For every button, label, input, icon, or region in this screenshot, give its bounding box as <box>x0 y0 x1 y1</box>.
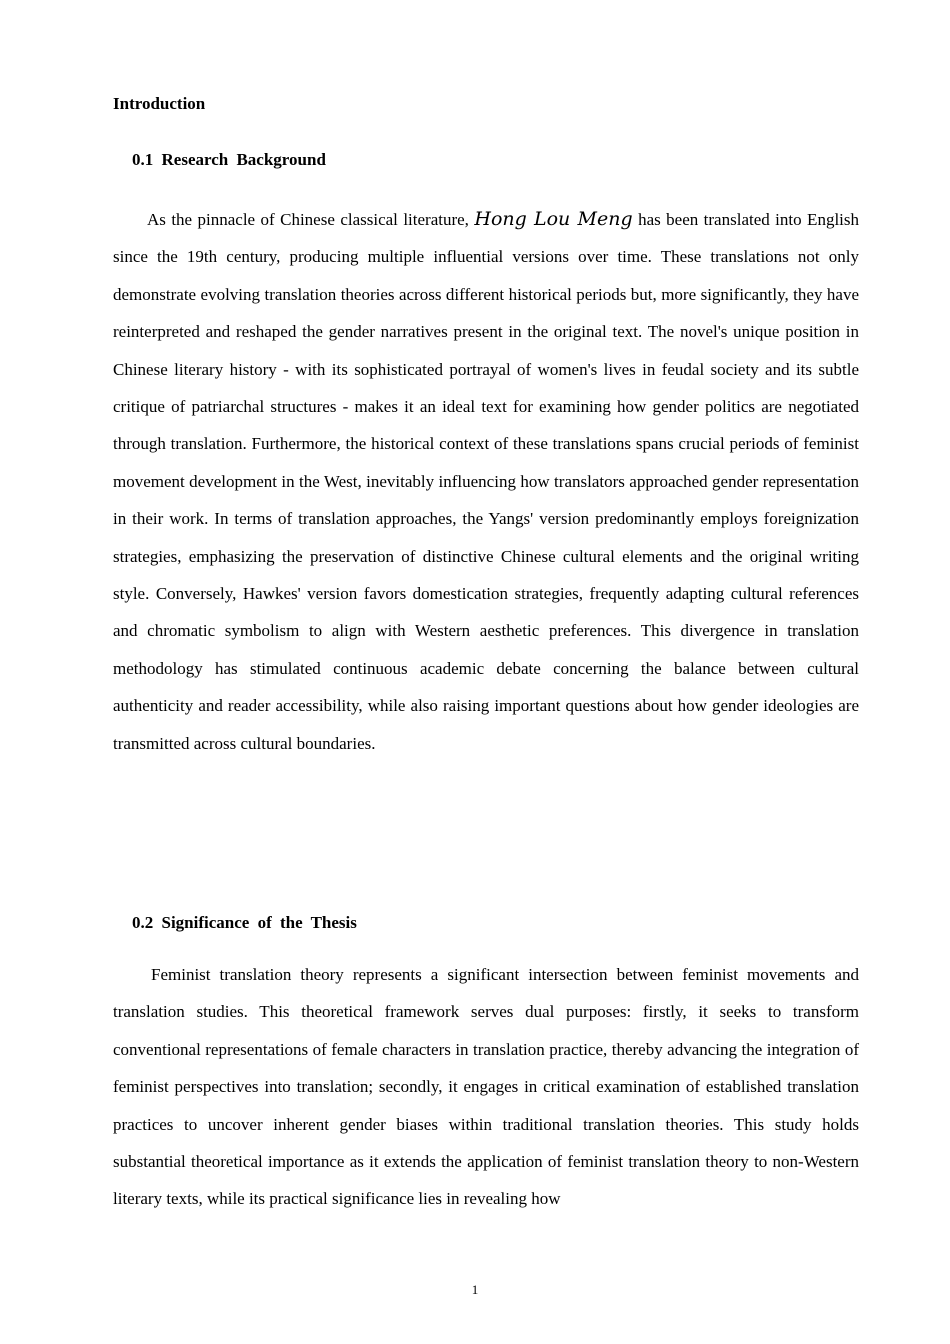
research-background-paragraph <box>113 201 859 762</box>
main-heading: Introduction <box>113 94 206 113</box>
paragraph-text-before-title: As the pinnacle of Chinese classical literature, <box>147 210 469 229</box>
section-heading-research-background: 0.1 Research Background <box>132 150 326 169</box>
significance-paragraph: Feminist translation theory represents a significant intersection between feminist movements and translation studies. This theoretical framework serves dual purposes: firstly, it seeks to transform conventional representations of female characters in translation practice, thereby advancing the integration of feminist perspectives into translation; secondly, it engages in critical examination of established translation practices to uncover inherent gender biases within traditional translation theories. This study holds substantial theoretical importance as it extends the application of feminist translation theory to non-Western literary texts, while its practical significance lies in revealing how <box>113 965 859 1209</box>
paragraph-text-after-title: has been translated into English since the 19th century, producing multiple influential versions over time. These translations not only demonstrate evolving translation theories across different historical periods but, more significantly, they have reinterpreted and reshaped the gender narratives present in the original text. The novel's unique position in Chinese literary history - with its sophisticated portrayal of women's lives in feudal society and its subtle critique of patriarchal structures - makes it an ideal text for examining how gender politics are negotiated through translation. Furthermore, the historical context of these translations spans crucial periods of feminist movement development in the West, inevitably influencing how translators approached gender representation in their work. In terms of translation approaches, the Yangs' version predominantly employs foreignization strategies, emphasizing the preservation of distinctive Chinese cultural elements and the original writing style. Conversely, Hawkes' version favors domestication strategies, frequently adapting cultural references and chromatic symbolism to align with Western aesthetic preferences. This divergence in translation methodology has stimulated continuous academic debate concerning the balance between cultural authenticity and reader accessibility, while also raising important questions about how gender ideologies are transmitted across cultural boundaries. <box>113 210 860 753</box>
page-number: 1 <box>471 1282 479 1297</box>
novel-title: Hong Lou Meng <box>474 208 633 230</box>
section-heading-significance: 0.2 Significance of the Thesis <box>132 913 357 932</box>
